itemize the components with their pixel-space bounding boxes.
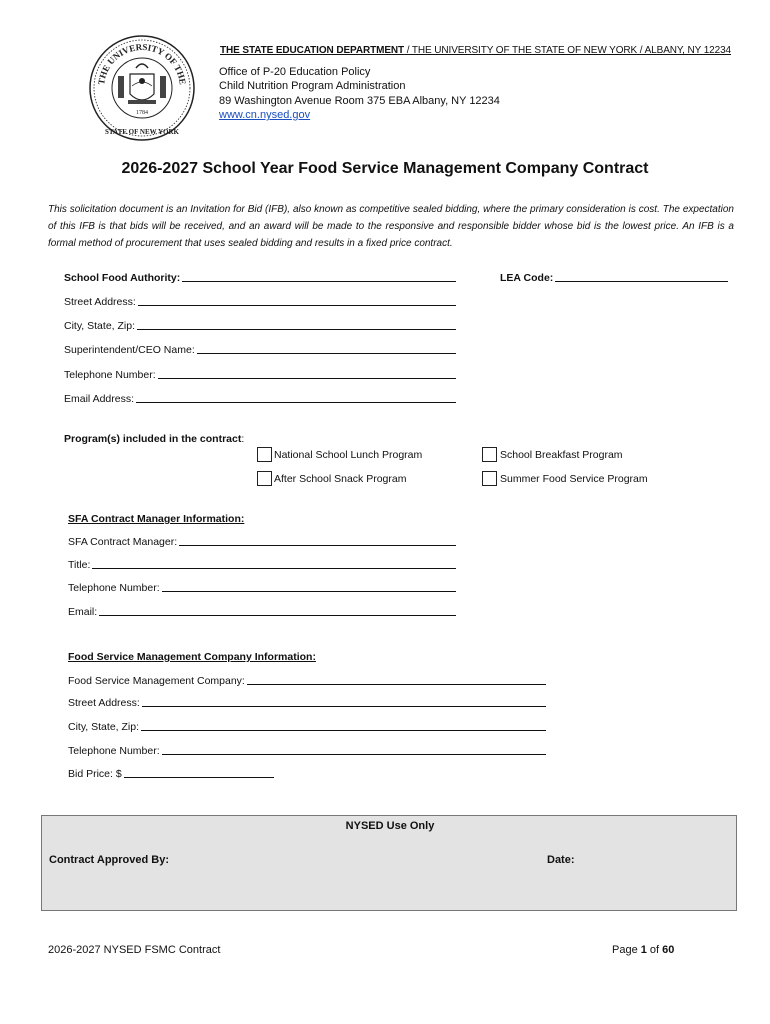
intro-paragraph: This solicitation document is an Invitation for Bid (IFB), also known as competitive sealed bidding, where the primary consideration is cost. The expectation of this IFB is that bids will be received, and an award will be made to the responsive and responsible bidder whose bid is the lowest price. An IFB is a formal method of procurement that uses sealed bidding and results in a fixed price contract. [48,204,734,249]
fsmc-city-line[interactable] [141,729,546,731]
state-seal-logo [88,34,196,142]
manager-telephone-line[interactable] [162,590,456,592]
sfa-street-field[interactable] [64,296,456,308]
website-link[interactable]: www.cn.nysed.gov [219,109,311,121]
manager-title-field[interactable] [68,559,456,571]
lea-code-field[interactable] [500,272,728,284]
manager-title-label: Title: [68,559,91,571]
manager-email-line[interactable] [99,614,456,616]
page-of: of [646,944,663,956]
seal-text-top: THE UNIVERSITY OF THE [96,41,188,86]
bid-price-line[interactable] [124,776,274,778]
fsmc-company-line[interactable] [247,683,546,685]
manager-telephone-label: Telephone Number: [68,582,160,594]
manager-name-line[interactable] [179,544,456,546]
footer-document-name: 2026-2027 NYSED FSMC Contract [48,944,221,956]
fsmc-telephone-line[interactable] [162,753,546,755]
department-affiliation: / THE UNIVERSITY OF THE STATE OF NEW YORK / ALBANY, NY 12234 [404,45,732,56]
page-prefix: Page [612,944,641,956]
fsmc-company-label: Food Service Management Company: [68,675,245,687]
sfa-telephone-label: Telephone Number: [64,369,156,381]
footer-page-number [612,944,674,956]
sfa-email-field[interactable] [64,393,456,405]
nslp-label: National School Lunch Program [274,448,423,461]
manager-name-label: SFA Contract Manager: [68,536,178,548]
fsmc-city-field[interactable] [68,721,546,733]
school-food-authority-label: School Food Authority: [64,272,181,284]
manager-name-field[interactable] [68,536,456,548]
department-heading [220,45,731,56]
page-current: 1 [640,944,647,956]
lea-code-line[interactable] [555,280,728,282]
fsmc-telephone-label: Telephone Number: [68,745,160,757]
programs-heading [64,433,244,445]
sbp-label: School Breakfast Program [500,448,623,461]
seal-year: 1784 [136,110,148,116]
department-name: THE STATE EDUCATION DEPARTMENT [220,45,405,56]
school-food-authority-line[interactable] [182,280,456,282]
seal-text-bottom: STATE OF NEW YORK [105,128,179,136]
sfa-email-label: Email Address: [64,393,135,405]
page-total: 60 [662,944,675,956]
programs-colon: : [241,433,245,445]
manager-title-line[interactable] [92,567,456,569]
manager-email-label: Email: [68,606,98,618]
sfa-street-line[interactable] [138,304,456,306]
contract-approved-label: Contract Approved By: [49,854,169,866]
bid-price-label: Bid Price: $ [68,768,122,780]
date-label: Date: [547,854,575,866]
snack-label: After School Snack Program [274,472,407,485]
superintendent-line[interactable] [197,352,456,354]
nysed-box-title: NYSED Use Only [345,820,435,832]
fsmc-street-label: Street Address: [68,697,140,709]
summer-option[interactable] [482,471,648,486]
manager-heading: SFA Contract Manager Information: [68,513,245,525]
snack-option[interactable] [257,471,406,486]
superintendent-label: Superintendent/CEO Name: [64,344,195,356]
lea-code-label: LEA Code: [500,272,554,284]
nslp-checkbox[interactable] [257,447,272,462]
nysed-use-only-box [41,815,737,911]
superintendent-field[interactable] [64,344,456,356]
office-address: 89 Washington Avenue Room 375 EBA Albany, NY 12234 [219,95,500,107]
sfa-telephone-field[interactable] [64,369,456,381]
fsmc-street-field[interactable] [68,697,546,709]
programs-label: Program(s) included in the contract [64,433,242,445]
document-title: 2026-2027 School Year Food Service Management Company Contract [121,160,649,177]
fsmc-company-field[interactable] [68,675,546,687]
bid-price-field[interactable] [68,768,274,780]
fsmc-city-label: City, State, Zip: [68,721,139,733]
sbp-option[interactable] [482,447,623,462]
summer-checkbox[interactable] [482,471,497,486]
sfa-city-field[interactable] [64,320,456,332]
program-name: Child Nutrition Program Administration [219,80,406,92]
sfa-telephone-line[interactable] [158,377,456,379]
fsmc-street-line[interactable] [142,705,546,707]
sfa-city-label: City, State, Zip: [64,320,135,332]
sfa-street-label: Street Address: [64,296,136,308]
sbp-checkbox[interactable] [482,447,497,462]
manager-telephone-field[interactable] [68,582,456,594]
school-food-authority-field[interactable] [64,272,456,284]
fsmc-heading: Food Service Management Company Information: [68,651,316,663]
office-name: Office of P-20 Education Policy [219,66,371,78]
sfa-email-line[interactable] [136,401,456,403]
snack-checkbox[interactable] [257,471,272,486]
summer-label: Summer Food Service Program [500,472,648,485]
manager-email-field[interactable] [68,606,456,618]
fsmc-telephone-field[interactable] [68,745,546,757]
sfa-city-line[interactable] [137,328,456,330]
nslp-option[interactable] [257,447,422,462]
